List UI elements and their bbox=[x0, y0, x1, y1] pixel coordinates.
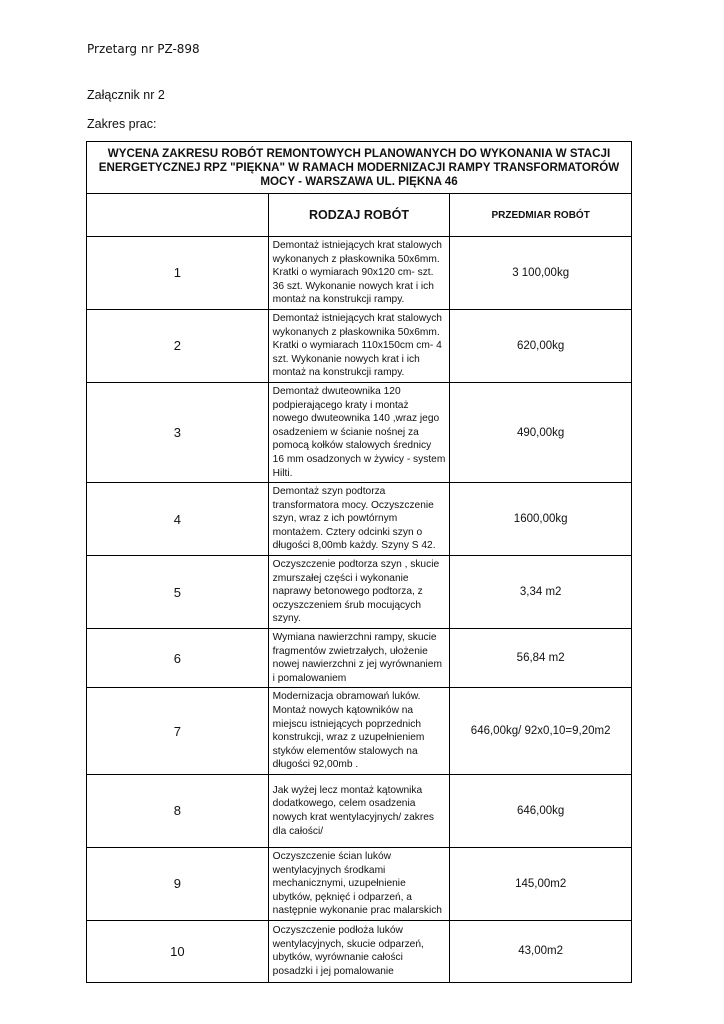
table-row bbox=[87, 774, 632, 847]
row-quantity: 490,00kg bbox=[450, 382, 632, 482]
row-number: 8 bbox=[87, 774, 269, 847]
works-table bbox=[86, 141, 632, 983]
row-description: Demontaż szyn podtorza transformatora mocy. Oczyszczenie szyn, wraz z ich powtórnym montażem. Cztery odcinki szyn o długości 8,00mb każdy. Szyny S 42. bbox=[268, 483, 450, 556]
row-number: 5 bbox=[87, 556, 269, 629]
row-quantity: 646,00kg/ 92x0,10=9,20m2 bbox=[450, 688, 632, 775]
row-description: Wymiana nawierzchni rampy, skucie fragmentów zwietrzałych, ułożenie nowej nawierzchni z jej wyrównaniem i pomalowaniem bbox=[268, 629, 450, 688]
header-row bbox=[87, 194, 632, 237]
row-quantity: 43,00m2 bbox=[450, 920, 632, 982]
table-row bbox=[87, 309, 632, 382]
table-row bbox=[87, 920, 632, 982]
row-description: Demontaż dwuteownika 120 podpierającego kraty i montaż nowego dwuteownika 140 ,wraz jego osadzeniem w ścianie nośnej za pomocą kołków stalowych średnicy 16 mm osadzonych w żywicy - system Hilti. bbox=[268, 382, 450, 482]
table-row bbox=[87, 483, 632, 556]
row-number: 7 bbox=[87, 688, 269, 775]
row-quantity: 620,00kg bbox=[450, 309, 632, 382]
row-number: 1 bbox=[87, 237, 269, 310]
title-row bbox=[87, 142, 632, 194]
table-row bbox=[87, 688, 632, 775]
row-number: 9 bbox=[87, 847, 269, 920]
annex-label: Załącznik nr 2 bbox=[87, 88, 165, 102]
table-row bbox=[87, 237, 632, 310]
tender-reference: Przetarg nr PZ-898 bbox=[87, 42, 200, 56]
row-quantity: 3,34 m2 bbox=[450, 556, 632, 629]
header-work-type: RODZAJ ROBÓT bbox=[268, 194, 450, 237]
row-number: 3 bbox=[87, 382, 269, 482]
table-row bbox=[87, 847, 632, 920]
table-row bbox=[87, 556, 632, 629]
table-row bbox=[87, 382, 632, 482]
row-description: Oczyszczenie podtorza szyn , skucie zmurszałej części i wykonanie naprawy betonowego podtorza, z oczyszczeniem śrub mocujących szyny. bbox=[268, 556, 450, 629]
row-quantity: 3 100,00kg bbox=[450, 237, 632, 310]
row-quantity: 1600,00kg bbox=[450, 483, 632, 556]
row-description: Jak wyżej lecz montaż kątownika dodatkowego, celem osadzenia nowych krat wentylacyjnych/ zakres dla całości/ bbox=[268, 774, 450, 847]
row-description: Demontaż istniejących krat stalowych wykonanych z płaskownika 50x6mm. Kratki o wymiarach 110x150cm cm- 4 szt. Wykonanie nowych krat i ich montaż na konstrukcji rampy. bbox=[268, 309, 450, 382]
table-title: WYCENA ZAKRESU ROBÓT REMONTOWYCH PLANOWANYCH DO WYKONANIA W STACJI ENERGETYCZNEJ RPZ "PIĘKNA" W RAMACH MODERNIZACJI RAMPY TRANSFORMATORÓW MOCY - WARSZAWA UL. PIĘKNA 46 bbox=[87, 142, 632, 194]
table-row bbox=[87, 629, 632, 688]
row-quantity: 145,00m2 bbox=[450, 847, 632, 920]
row-number: 6 bbox=[87, 629, 269, 688]
row-description: Demontaż istniejących krat stalowych wykonanych z płaskownika 50x6mm. Kratki o wymiarach 90x120 cm- szt. 36 szt. Wykonanie nowych krat i ich montaż na konstrukcji rampy. bbox=[268, 237, 450, 310]
row-description: Modernizacja obramowań luków. Montaż nowych kątowników na miejscu istniejących poprzednich konstrukcji, wraz z uzupełnieniem styków elementów stalowych na długości 92,00mb . bbox=[268, 688, 450, 775]
row-number: 4 bbox=[87, 483, 269, 556]
row-description: Oczyszczenie podłoża luków wentylacyjnych, skucie odparzeń, ubytków, wyrównanie całości posadzki i jej pomalowanie bbox=[268, 920, 450, 982]
header-quantity: PRZEDMIAR ROBÓT bbox=[450, 194, 632, 237]
row-number: 10 bbox=[87, 920, 269, 982]
scope-label: Zakres prac: bbox=[87, 117, 157, 131]
row-quantity: 646,00kg bbox=[450, 774, 632, 847]
row-number: 2 bbox=[87, 309, 269, 382]
header-number-cell bbox=[87, 194, 269, 237]
row-description: Oczyszczenie ścian luków wentylacyjnych środkami mechanicznymi, uzupełnienie ubytków, pęknięć i odparzeń, a następnie wykonanie prac malarskich bbox=[268, 847, 450, 920]
row-quantity: 56,84 m2 bbox=[450, 629, 632, 688]
